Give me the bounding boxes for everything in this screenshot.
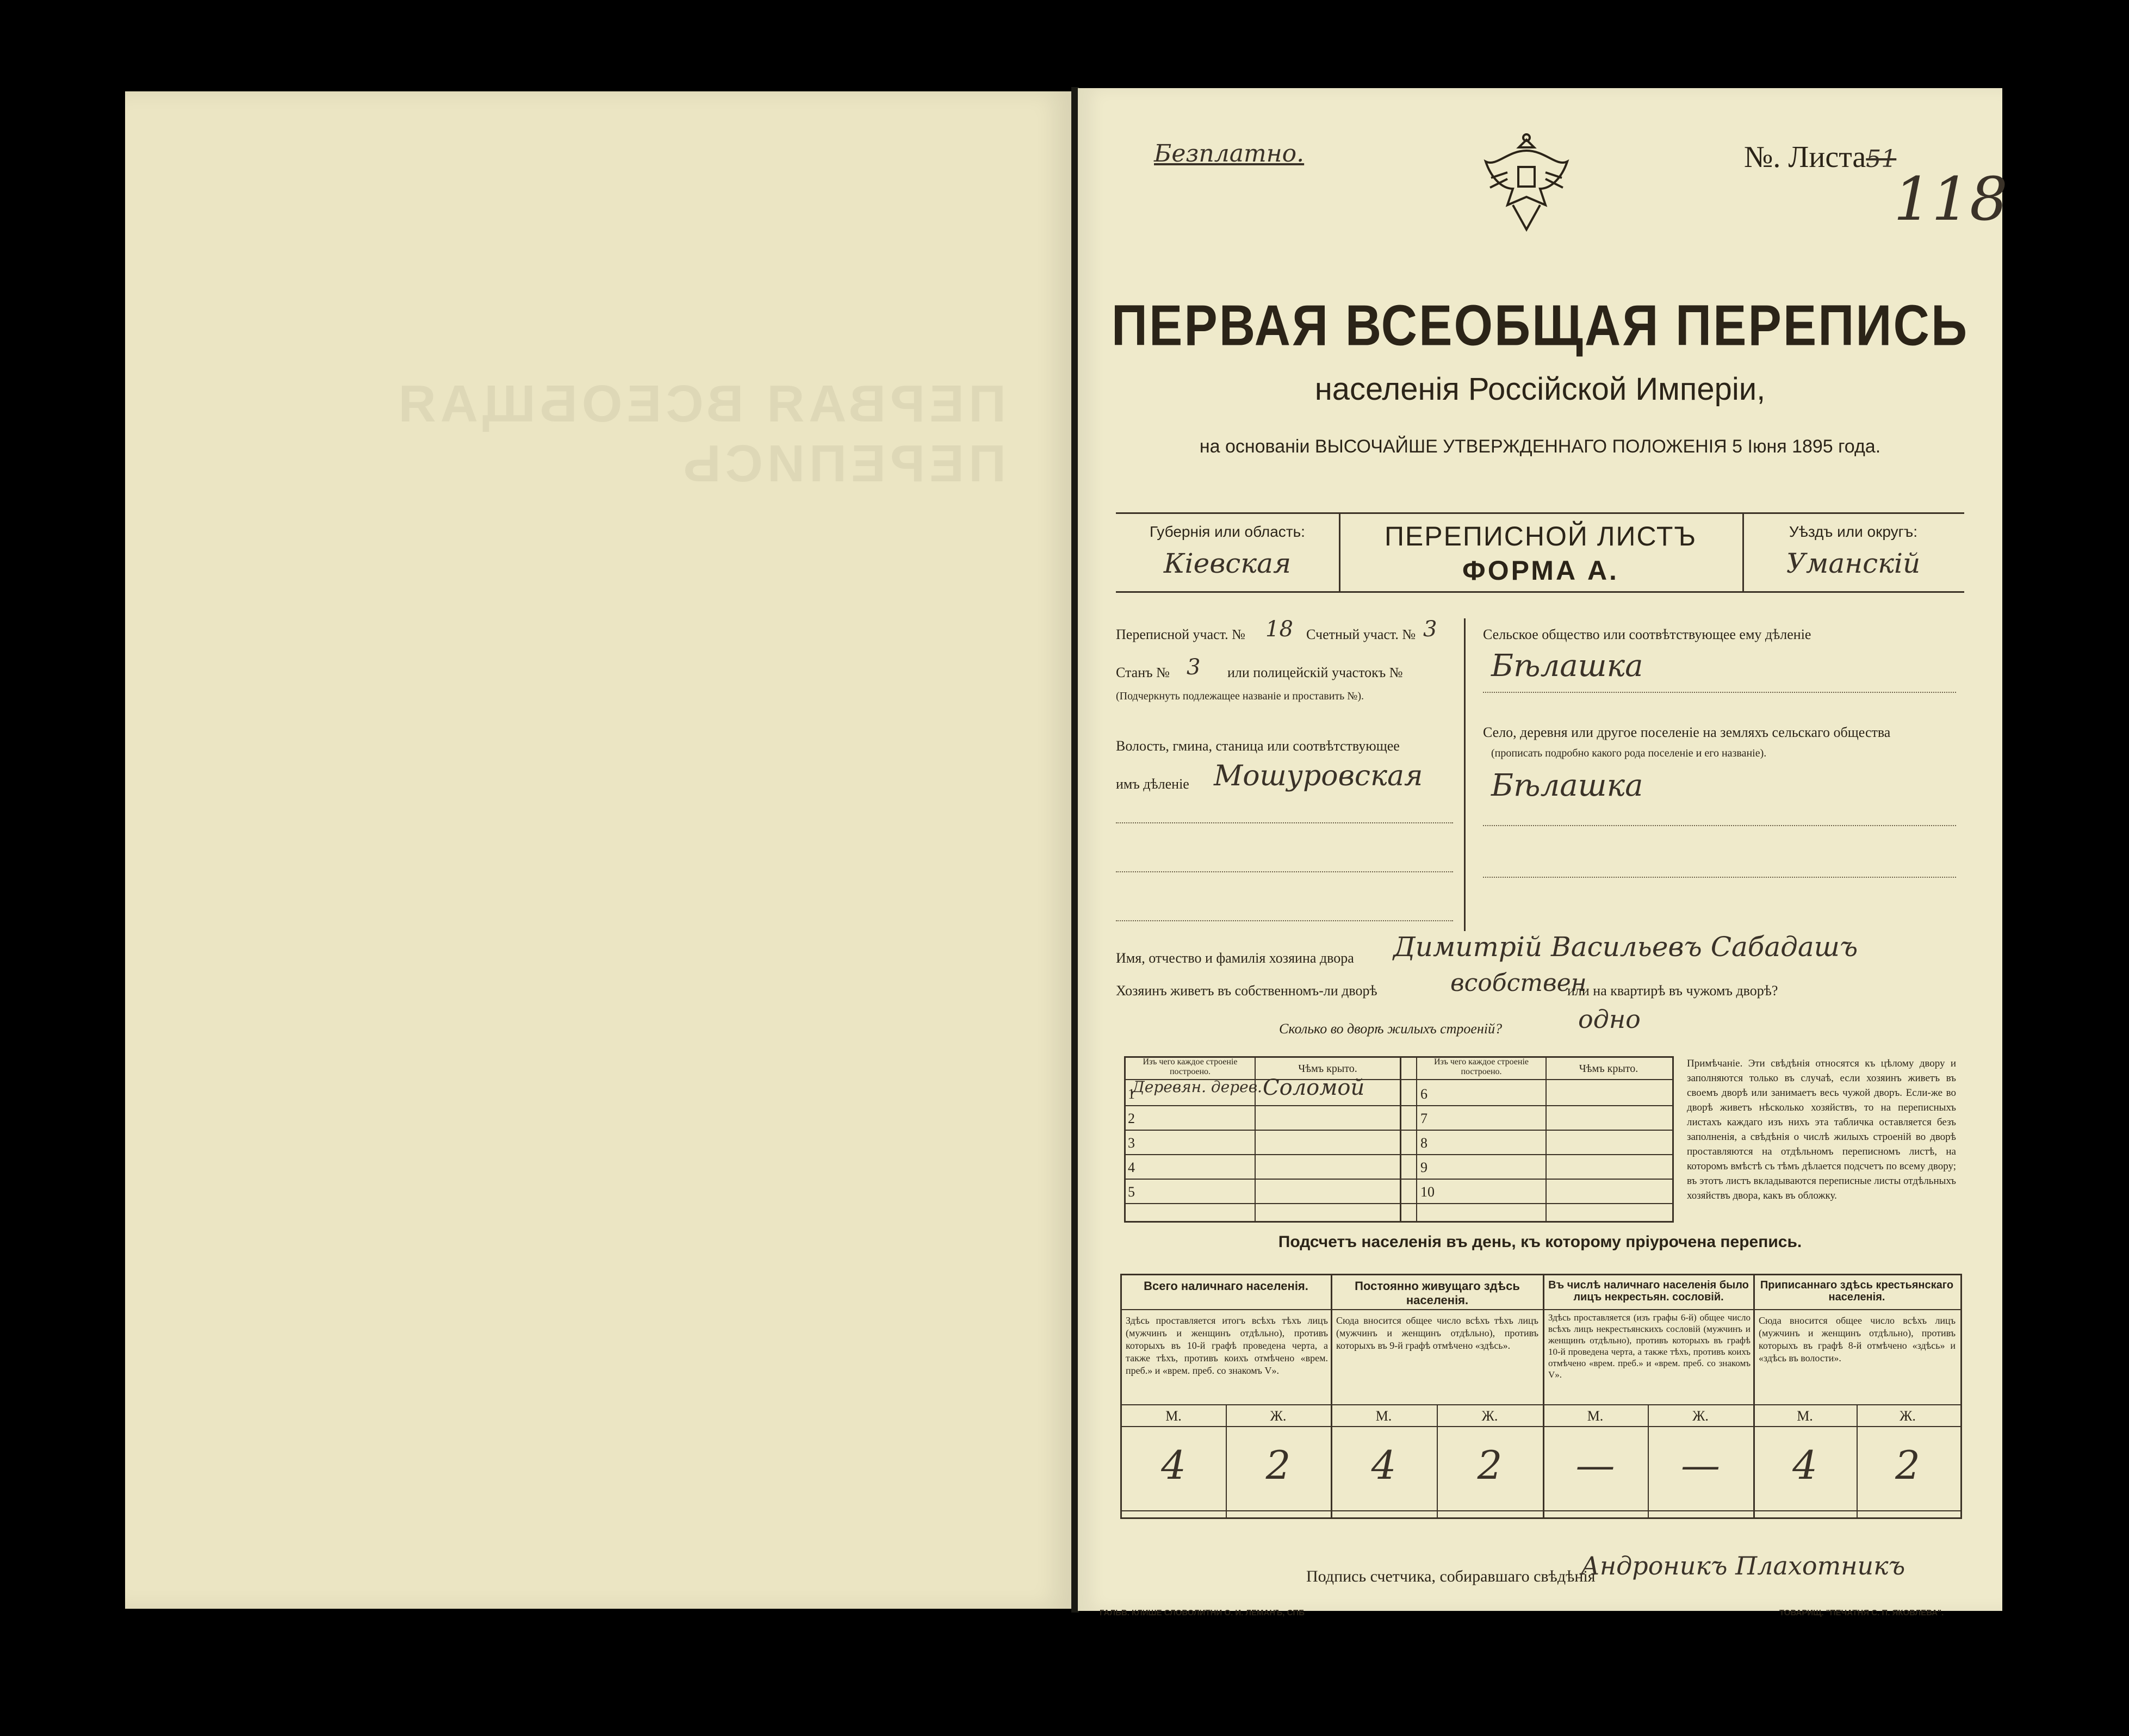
- right-imprint: ТОВАРИЩ. "ПЕЧАТНЯ С. П. ЯКОВЛЕВА".: [1779, 1608, 1944, 1617]
- registered-female-value: 2: [1895, 1442, 1920, 1488]
- group3-desc: Здѣсь проставляется (изъ графы 6-й) общее число всѣхъ лицъ некрестьянскихъ сословій (мужчинъ и женщинъ отдѣльно), противъ которыхъ въ графѣ 10-й проведена черта, а также тѣхъ, противъ коихъ отмѣчено «врем. преб.» и «врем. преб. со знакомъ V».: [1548, 1312, 1751, 1380]
- stan-label: Станъ №: [1116, 665, 1170, 680]
- row1-roof: Соломой: [1263, 1075, 1365, 1100]
- group1-desc: Здѣсь проставляется итогъ всѣхъ тѣхъ лицъ (мужчинъ и женщинъ отдѣльно), противъ которыхъ въ 10-й графѣ проведена черта, а также тѣхъ, противъ коихъ отмѣчено «врем. преб.» и «врем. преб. со знакомъ V».: [1126, 1315, 1328, 1376]
- stan-value: 3: [1187, 655, 1201, 680]
- m-label: М.: [1797, 1408, 1813, 1424]
- district-label: Уѣздъ или округъ:: [1789, 523, 1918, 540]
- group4-desc: Сюда вносится общее число всѣхъ лицъ (мужчинъ и женщинъ отдѣльно), противъ которыхъ въ графѣ 8-й отмѣчено «здѣсь» и «здѣсь въ волости».: [1759, 1315, 1956, 1363]
- group4-header: Приписаннаго здѣсь крестьянскаго населенія.: [1760, 1279, 1954, 1303]
- volost-label: Волость, гмина, станица или соотвѣтствующее: [1116, 738, 1400, 754]
- signature-label: Подпись счетчика, собиравшаго свѣдѣнія: [1306, 1567, 1596, 1585]
- sheet-number: 51: [1866, 145, 1897, 173]
- m-label: М.: [1375, 1408, 1392, 1424]
- province-label: Губернія или область:: [1150, 523, 1305, 540]
- bleed-through-text: ПЕРВАЯ ВСЕОБЩАЯ ПЕРЕПИСЬ: [394, 375, 1006, 493]
- left-imprint: ГАЛЬВ. КЛИШЕ СЛОВОЛИТНИ О. И. ЛЕМАНЪ, СПБ: [1100, 1608, 1305, 1617]
- buildings-value: одно: [1578, 1005, 1641, 1034]
- group2-header: Постоянно живущаго здѣсь населенія.: [1355, 1279, 1520, 1307]
- census-form-page: [1078, 88, 2008, 1617]
- count-title: Подсчетъ населенія въ день, къ которому пріурочена перепись.: [1278, 1233, 1802, 1251]
- row-number: 7: [1420, 1111, 1427, 1126]
- form-subtitle: населенія Россійской Имперіи,: [1314, 371, 1766, 407]
- buildings-col3-header: Изъ чего каждое строеніе построено.: [1433, 1057, 1529, 1076]
- total-female-value: 2: [1265, 1442, 1291, 1488]
- permanent-female-value: 2: [1477, 1442, 1503, 1488]
- row-number: 6: [1420, 1086, 1427, 1102]
- lives-label-2: или на квартирѣ въ чужомъ дворѣ?: [1567, 983, 1778, 999]
- sheet-label: №. Листа51: [1744, 140, 1897, 174]
- f-label: Ж.: [1900, 1408, 1916, 1424]
- buildings-col2-header: Чѣмъ крыто.: [1298, 1063, 1357, 1075]
- volost-value: Мошуровская: [1214, 760, 1423, 792]
- lives-label: Хозяинъ живетъ въ собственномъ-ли дворѣ: [1116, 983, 1377, 999]
- village-value: Бѣлашка: [1491, 768, 1643, 803]
- permanent-male-value: 4: [1371, 1442, 1396, 1488]
- buildings-col4-header: Чѣмъ крыто.: [1579, 1063, 1638, 1075]
- sheet-title: ПЕРЕПИСНОЙ ЛИСТЪ: [1384, 521, 1697, 551]
- count-area-value: 3: [1423, 617, 1437, 642]
- registered-male-value: 4: [1792, 1442, 1817, 1488]
- row-number: 9: [1420, 1160, 1427, 1175]
- census-area-value: 18: [1265, 617, 1293, 642]
- group3-header: Въ числѣ наличнаго населенія было лицъ некрестьян. сословій.: [1548, 1279, 1749, 1303]
- society-value: Бѣлашка: [1491, 648, 1643, 684]
- form-title: ФОРМА А.: [1462, 555, 1619, 586]
- row-number: 1: [1128, 1086, 1135, 1102]
- form-main-title: ПЕРВАЯ ВСЕОБЩАЯ ПЕРЕПИСЬ: [1111, 294, 1969, 358]
- m-label: М.: [1165, 1408, 1182, 1424]
- group2-desc: Сюда вносится общее число всѣхъ тѣхъ лицъ (мужчинъ и женщинъ отдѣльно), противъ которыхъ въ 9-й графѣ отмѣчено «здѣсь».: [1336, 1315, 1538, 1351]
- non-peasant-male-value: —: [1575, 1442, 1615, 1488]
- row-number: 8: [1420, 1135, 1427, 1151]
- row1-material: Деревян. дерев.: [1132, 1078, 1262, 1096]
- owner-value: Димитрій Васильевъ Сабадашъ: [1393, 931, 1858, 963]
- f-label: Ж.: [1481, 1408, 1498, 1424]
- form-basis: на основаніи ВЫСОЧАЙШЕ УТВЕРЖДЕННАГО ПОЛОЖЕНІЯ 5 Іюня 1895 года.: [1199, 436, 1881, 457]
- count-area-label: Счетный участ. №: [1306, 627, 1416, 642]
- m-label: М.: [1587, 1408, 1604, 1424]
- total-male-value: 4: [1161, 1442, 1186, 1488]
- province-value: Кіевская: [1163, 548, 1292, 579]
- archive-number: 118: [1894, 164, 2008, 234]
- district-value: Уманскій: [1786, 548, 1921, 579]
- volost-label-2: имъ дѣленіе: [1116, 776, 1189, 792]
- row-number: 4: [1128, 1160, 1135, 1175]
- non-peasant-female-value: —: [1681, 1442, 1720, 1488]
- village-label: Село, деревня или другое поселеніе на земляхъ сельскаго общества: [1483, 724, 1891, 740]
- police-label: или полицейскій участокъ №: [1227, 665, 1403, 680]
- note-text: Примѣчаніе. Эти свѣдѣнія относятся къ цѣлому двору и заполняются только въ случаѣ, если хозяинъ живетъ въ своемъ дворѣ или занимаетъ весь чужой дворъ. Если-же во дворѣ живетъ нѣсколько хозяйствъ, то на переписныхъ листахъ каждаго изъ нихъ эта табличка оставляется безъ заполненія, а свѣдѣнія о числѣ жилыхъ строеній во дворѣ проставляются на отдѣльномъ переписномъ листѣ, на которомъ вмѣстѣ съ тѣмъ дѣлается подсчетъ по всему двору; въ этотъ листъ вкладываются переписные листы отдѣльныхъ хозяйствъ двора, какъ въ обложку.: [1687, 1058, 1956, 1201]
- census-area-label: Переписной участ. №: [1116, 627, 1245, 642]
- row-number: 5: [1128, 1184, 1135, 1200]
- row-number: 3: [1128, 1135, 1135, 1151]
- group1-header: Всего наличнаго населенія.: [1144, 1279, 1308, 1293]
- signature-value: Андроникъ Плахотникъ: [1581, 1551, 1905, 1580]
- underline-note: (Подчеркнуть подлежащее названіе и проставить №).: [1116, 690, 1364, 702]
- society-label: Сельское общество или соотвѣтствующее ему дѣленіе: [1483, 627, 1811, 642]
- buildings-col1-header: Изъ чего каждое строеніе построено.: [1143, 1057, 1238, 1076]
- free-label: Безплатно.: [1154, 140, 1305, 168]
- f-label: Ж.: [1270, 1408, 1287, 1424]
- village-note: (прописать подробно какого рода поселеніе и его названіе).: [1491, 747, 1767, 759]
- imperial-eagle-emblem: [1475, 129, 1578, 238]
- owner-label: Имя, отчество и фамилія хозяина двора: [1116, 950, 1354, 966]
- buildings-label: Сколько во дворѣ жилыхъ строеній?: [1279, 1021, 1503, 1037]
- row-number: 2: [1128, 1111, 1135, 1126]
- left-page: [125, 91, 1071, 1609]
- lives-value: всобствен: [1450, 969, 1587, 997]
- f-label: Ж.: [1692, 1408, 1709, 1424]
- row-number: 10: [1420, 1184, 1435, 1200]
